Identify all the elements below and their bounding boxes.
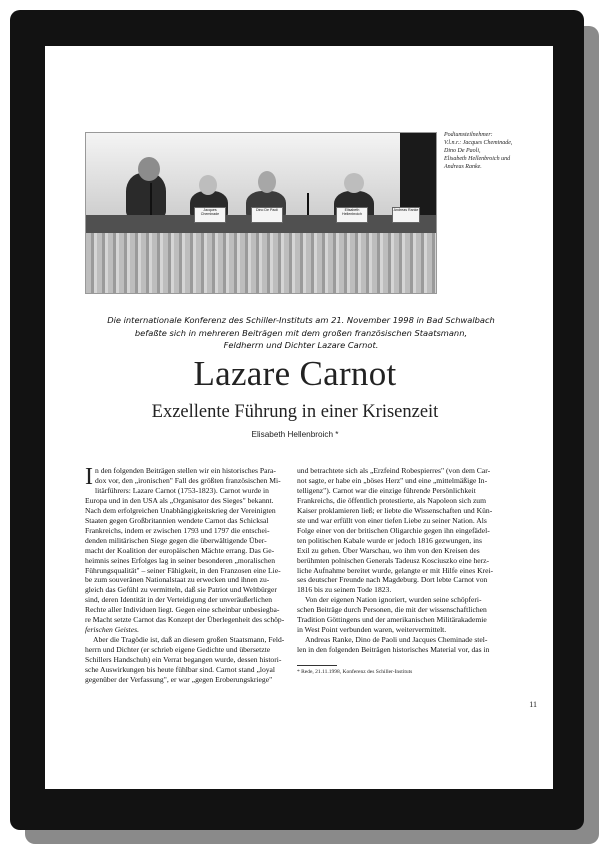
text-line: not sagte, er habe ein „böses Herz" und eine „mittelmäßige In- (297, 475, 488, 485)
text-line: dox vor, den „ironischen" Fall des größten französischen Mi- (95, 475, 281, 485)
text-line: Exil zu gehen. Über Warschau, wo ihm von den Kreisen des (297, 545, 480, 555)
text-line: Schillers Handschuh) ein Verrat begangen wurde, dessen histori- (85, 655, 282, 665)
text-line: Folge einer von der britischen Oligarchie gegen ihn eingefädel- (297, 525, 490, 535)
text-line: Frankreichs, indem er zwischen 1793 und 1797 die entschei- (85, 525, 270, 535)
text-line: macht der Koalition der europäischen Mächte errang. Das Ge- (85, 545, 275, 555)
text-line: Staaten gegen Großbritannien wendete Carnot das Schicksal (85, 515, 269, 525)
text-line: 1816 bis zu seinem Tode 1823. (297, 585, 392, 595)
name-card: Dino De Paoli (251, 207, 283, 223)
text-line: Tradition Göttingens und der amerikanischen Militärakademie (297, 615, 487, 625)
text-line: Nach dem erfolgreichen Unabhängigkeitskrieg der Vereinigten (85, 505, 276, 515)
footnote: * Rede, 21.11.1998, Konferenz des Schiller-Instituts (297, 669, 413, 675)
article-author: Elisabeth Hellenbroich * (251, 430, 339, 439)
text-line: liche Aufnahme bereitet wurde, gelangte er mit Hilfe eines Krei- (297, 565, 494, 575)
article-title: Lazare Carnot (193, 354, 397, 393)
panelist-head (344, 173, 364, 193)
intro-line: Die internationale Konferenz des Schiller-Instituts am 21. November 1998 in Bad Schwalbach (107, 315, 495, 325)
paragraph (297, 595, 493, 635)
text-line: ten politischen Kabale wurde er jedoch 1816 gezwungen, ins (297, 535, 482, 545)
panelist-head (199, 175, 217, 195)
intro-line: befaßte sich in mehreren Beiträgen mit dem großen französischen Staatsmann, (134, 327, 468, 338)
photo-caption-line: V.l.n.r.: Jacques Cheminade, (444, 140, 513, 146)
text-line: denden militärischen Siege gegen die überwältigende Über- (85, 535, 267, 545)
text-line: schen Beiträge durch Personen, die mit der wissenschaftlichen (297, 605, 487, 615)
text-line: Von der eigenen Nation ignoriert, wurden seine schöpferi- (305, 595, 482, 605)
text-line: sind, deren Identität in der Verteidigung der unveräußerlichen (85, 595, 273, 605)
photo-tablecloth (86, 233, 436, 293)
text-line: herrn und Dichter (er schrieb eigene Gedichte und übersetzte (85, 645, 271, 655)
text-line: ses deutscher Freunde nach Magdeburg. Dort lebte Carnot von (297, 575, 488, 585)
right-column (297, 466, 493, 655)
text-line: und betrachtete sich als „Erzfeind Robespierres" (von dem Car- (297, 466, 491, 475)
footnote-rule (297, 665, 337, 666)
document-page (45, 46, 553, 789)
text-line: re Macht setzte Carnot das Konzept der Überlegenheit des schöp- (85, 615, 285, 625)
text-line: ste und war erfüllt von einer tiefen Liebe zu seiner Nation. Als (297, 515, 487, 525)
name-card: Jacques Cheminade (194, 207, 226, 223)
panelist-head (258, 171, 276, 193)
paragraph (85, 464, 285, 635)
photo-caption-line: Elisabeth Hellenbroich und (444, 156, 511, 162)
text-line: in West Point verbunden waren, weitervermittelt. (297, 625, 447, 635)
photo-caption (444, 131, 554, 171)
text-line: Aber die Tragödie ist, daß an diesem großen Staatsmann, Feld- (93, 635, 285, 645)
speaker-head (138, 157, 160, 181)
microphone (150, 183, 152, 217)
text-line: Rechte aller Individuen liegt. Gegen eine scheinbar unbesiegba- (85, 605, 280, 615)
intro-line: Feldherrn und Dichter Lazare Carnot. (223, 340, 379, 350)
conference-photo (85, 132, 437, 294)
text-line: berühmten polnischen Generals Tadeusz Kosciuszko eine herz- (297, 555, 490, 565)
text-line: gleich das Gefühl zu vermitteln, daß sie Patriot und Weltbürger (85, 585, 277, 595)
name-card: Elisabeth Hellenbroich (336, 207, 368, 223)
text-line: len in den folgenden Beiträgen historisches Material vor, das in (297, 645, 490, 655)
text-line: sche Auswirkungen bis heute fühlbar sind. Carnot stand „loyal (85, 665, 276, 675)
page-number: 11 (529, 700, 537, 709)
name-card: Andreas Ranke (392, 207, 420, 223)
text-line: Kaiser proklamieren ließ; er liebte die Wissenschaften und Kün- (297, 505, 493, 515)
photo-caption-line: Dino De Paoli, (444, 148, 481, 154)
intro-text (101, 314, 501, 352)
article-subtitle: Exzellente Führung in einer Krisenzeit (151, 402, 439, 422)
text-line: telligenz"). Carnot war die einzige führende Persönlichkeit (297, 485, 476, 495)
text-line: heimnis seines Erfolges lag in seiner besonderen „moralischen (85, 555, 275, 565)
text-line: ferischen Geistes. (85, 625, 139, 635)
text-line: Führungsqualität" – seiner Fähigkeit, in den Franzosen eine Lie- (85, 565, 281, 575)
dropcap: I (85, 464, 93, 490)
text-line: Andreas Ranke, Dino de Paoli und Jacques Cheminade stel- (305, 635, 488, 645)
photo-caption-line: Podiumsteilnehmer: (444, 132, 493, 138)
photo-caption-line: Andreas Ranke. (444, 164, 482, 170)
left-column (85, 464, 285, 685)
paragraph (85, 635, 285, 685)
text-line: litärführers: Lazare Carnot (1753-1823). Carnot wurde in (95, 485, 269, 495)
text-line: n den folgenden Beiträgen stellen wir ein historisches Para- (95, 466, 276, 475)
text-line: Europa und in den USA als „Organisator des Sieges" bekannt. (85, 495, 274, 505)
paragraph (297, 635, 493, 655)
text-line: be zum souveränen Nationalstaat zu erwecken und ihnen zu- (85, 575, 270, 585)
text-line: Frankreichs, die öffentlich protestierte, als Napoleon sich zum (297, 495, 487, 505)
paragraph (297, 466, 493, 595)
microphone (307, 193, 309, 217)
text-line: gegenüber der Verfassung", er war „gegen Eroberungskriege" (85, 675, 273, 685)
